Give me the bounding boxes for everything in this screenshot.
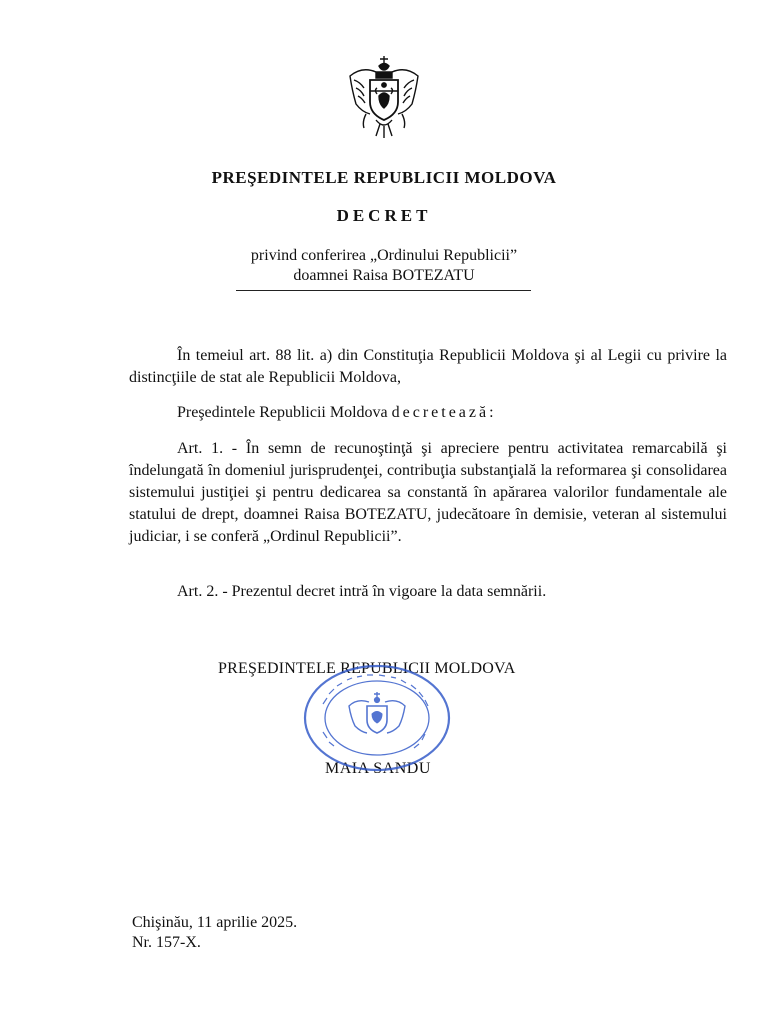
decree-verb: decretează: — [391, 404, 497, 421]
article-1-paragraph: Art. 1. - În semn de recunoştinţă şi apreciere pentru activitatea remarcabilă şi îndelungată în domeniul jurisprudenţei, contribuţia substanţială la reformarea şi consolidarea sistemului justiţiei şi pentru dedicarea sa constantă în apărarea valorilor fundamentale ale statului de drept, doamnei Raisa BOTEZATU, judecătoare în demisie, veteran al sistemului judiciar, i se conferă „Ordinul Republicii”. — [129, 440, 727, 545]
decree-intro — [177, 402, 497, 424]
official-seal-stamp — [303, 664, 451, 772]
decree-subject-line1: privind conferirea „Ordinului Republicii” — [250, 247, 518, 264]
title-underline — [236, 290, 531, 291]
decree-number: Nr. 157-X. — [132, 934, 201, 951]
coat-of-arms-emblem — [346, 54, 422, 144]
signatory-title: PREŞEDINTELE REPUBLICII MOLDOVA — [218, 660, 516, 677]
preamble-paragraph: În temeiul art. 88 lit. a) din Constituţia Republicii Moldova şi al Legii cu privire la distincţiile de stat ale Republicii Moldova, — [129, 347, 727, 386]
place-and-date: Chişinău, 11 aprilie 2025. — [132, 914, 298, 931]
signatory-name: MAIA SANDU — [325, 760, 431, 777]
decree-intro-text: Preşedintele Republicii Moldova — [177, 404, 388, 421]
article-2-paragraph: Art. 2. - Prezentul decret intră în vigoare la data semnării. — [177, 583, 547, 600]
document-type: DECRET — [336, 206, 432, 225]
decree-subject-line2: doamnei Raisa BOTEZATU — [293, 267, 475, 284]
issuer-title: PREŞEDINTELE REPUBLICII MOLDOVA — [211, 168, 557, 187]
